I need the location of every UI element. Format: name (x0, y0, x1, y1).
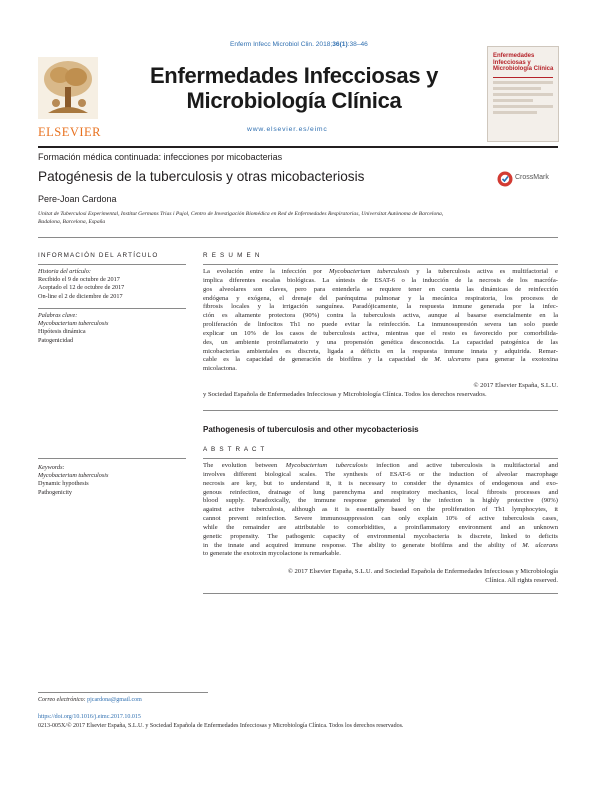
abstract-end-rule (203, 593, 558, 594)
affiliation-rule (38, 237, 558, 238)
resumen-end-rule (203, 410, 558, 411)
text-line: implica diferentes escalas biológicas. La síntesis de ESAT-6 o la inducción de la necrosis de los macrófa- (203, 276, 558, 284)
journal-citation[interactable]: Enferm Infecc Microbiol Clin. 2018;36(1):38–46 (230, 41, 368, 48)
text-line: des, un ambiente proinflamatorio y una propensión genética desconocida. La capacidad patogénica de las (203, 338, 558, 346)
info-rule (38, 264, 186, 265)
article-section: Formación médica continuada: infecciones por micobacterias (38, 152, 283, 162)
abstract-rule (203, 458, 558, 459)
crossmark-badge[interactable] (497, 170, 557, 188)
text-line: against active tuberculosis, although as it is essentially based on the proliferation of Th1 lymphocytes, it (203, 506, 558, 514)
resumen-heading: R E S U M E N (203, 252, 261, 259)
resumen-rule (203, 264, 558, 265)
text-line: genetic propensity. The pathogenic capacity of environmental mycobacteria is discrete, linked to deficits (203, 532, 558, 540)
correspondence: Correo electrónico: pjcardona@gmail.com (38, 697, 142, 703)
affiliation: Unitat de Tuberculosi Experimental, Institut Germans Trias i Pujol, Centro de Investigación Biomédica en Red de Enfermedades Respiratorias, Universitat Autònoma de Barcelona, Badalona, Barcelona, España (38, 211, 444, 226)
abstract-copyright: © 2017 Elsevier España, S.L.U. and Sociedad Española de Enfermedades Infecciosas y Microbiología Clínica. All rights reserved. (287, 568, 558, 584)
issn-line: 0213-005X/© 2017 Elsevier España, S.L.U. y Sociedad Española de Enfermedades Infecciosas y Microbiología Clínica. Todos los derechos reservados. (38, 723, 404, 729)
cover-title: Enfermedades Infecciosas y Microbiología Clínica (493, 53, 554, 73)
article-info-heading: INFORMACIÓN DEL ARTÍCULO (38, 252, 159, 259)
text-line: cannot prevent reinfection. Severe immunosuppression can only explain 10% of active tuberculosis cases, (203, 515, 558, 523)
text-line: cable es la capacidad de generación de biofilms y la capacidad de M. ulcerans para generar la exotoxina (203, 356, 558, 364)
resumen-copyright: © 2017 Elsevier España, S.L.U. y Sociedad Española de Enfermedades Infecciosas y Microbiología Clínica. Todos los derechos reservados. (203, 382, 558, 398)
keyword-es: Mycobacterium tuberculosis (38, 320, 109, 328)
english-title: Pathogenesis of tuberculosis and other mycobacteriosis (203, 425, 419, 434)
text-line: endógena y exógena, el drenaje del parénquima pulmonar y la mecánica respiratoria, los procesos de (203, 294, 558, 302)
text-line: to generate the exotoxin mycolactone is remarkable. (203, 550, 341, 558)
abstract-text (203, 462, 558, 559)
keyword-en: Mycobacterium tuberculosis (38, 472, 109, 480)
publisher-name: ELSEVIER (38, 125, 102, 139)
text-line: micolactona. (203, 365, 237, 373)
text-line: fibrosis locales y la irrigación sanguínea. Paradójicamente, la respuesta inmune generada por la infec- (203, 303, 558, 311)
keyword-en: Dynamic hypothesis (38, 480, 89, 488)
keywords-es: Palabras clave: Mycobacterium tuberculosis Hipótesis dinámica Patogenicidad (38, 312, 188, 345)
text-line: ción es altamente protectora (90%) contra la tuberculosis activa, aunque al basarse esencialmente en la (203, 312, 558, 320)
email-link[interactable]: pjcardona@gmail.com (87, 697, 142, 703)
footnote-rule (38, 692, 208, 693)
text-line: La evolución entre la infección por Mycobacterium tuberculosis y la tuberculosis activa es multifactorial e (203, 268, 558, 275)
text-line: explicar un 10% de los casos de tuberculosis activa, mientras que el resto es favorecido por comorbilida- (203, 329, 558, 337)
text-line: blood supply. Paradoxically, the immune response generated by the infection is highly protective (90%) (203, 497, 558, 505)
resumen-text (203, 268, 558, 374)
journal-cover (487, 46, 559, 142)
text-line: in the innate and acquired immune response. The ability to generate biofilms and the ability of M. ulcerans (203, 541, 558, 549)
author-name: Pere-Joan Cardona (38, 194, 117, 204)
text-line: micobacterias ambientales es discreta, ligada a déficits en la respuesta inmune innata y adquirida. Remar- (203, 347, 558, 355)
header-rule (38, 146, 558, 148)
text-line: gos alveolares son claves, pero para entenderla se requiere tener en cuenta las dinámicas de reinfección (203, 285, 558, 293)
keyword-es: Hipótesis dinámica (38, 328, 86, 336)
text-line: proliferación de linfocitos Th1 no puede evitar la reinfección. La inmunosupresión severa tan solo puede (203, 321, 558, 329)
elsevier-logo (38, 57, 102, 139)
history-rule (38, 308, 186, 309)
crossmark-icon (497, 171, 513, 187)
text-line: The evolution between Mycobacterium tuberculosis infection and active tuberculosis is multifactorial and (203, 462, 558, 469)
crossmark-label: CrossMark (515, 174, 549, 181)
journal-url[interactable]: www.elsevier.es/eimc (247, 126, 328, 133)
text-line: genous reinfection, drainage of lung parenchyma and respiratory mechanics, local fibrosis processes and (203, 488, 558, 496)
text-line: involves different biological scales. The synthesis of ESAT-6 or the induction of alveolar macrophage (203, 470, 558, 478)
keywords-en: Keywords: Mycobacterium tuberculosis Dynamic hypothesis Pathogenicity (38, 464, 188, 497)
elsevier-tree-icon (38, 57, 98, 119)
article-history: Historia del artículo: Recibido el 9 de octubre de 2017 Aceptado el 12 de octubre de 2017 On-line el 2 de diciembre de 2017 (38, 268, 125, 300)
text-line: necrosis are key, but to understand it, it is necessary to consider the dynamics of endogenous and exo- (203, 479, 558, 487)
text-line: while the remainder are attributable to comorbidities, a proinflammatory environment and an unknown (203, 523, 558, 531)
abstract-heading: A B S T R A C T (203, 446, 266, 453)
keyword-en: Pathogenicity (38, 488, 73, 496)
journal-title: Enfermedades Infecciosas y Microbiología Clínica (149, 63, 439, 113)
keywords-en-rule (38, 458, 186, 459)
article-title: Patogénesis de la tuberculosis y otras micobacteriosis (38, 169, 365, 184)
keyword-es: Patogenicidad (38, 336, 74, 344)
doi-link[interactable]: https://doi.org/10.1016/j.eimc.2017.10.015 (38, 714, 141, 720)
